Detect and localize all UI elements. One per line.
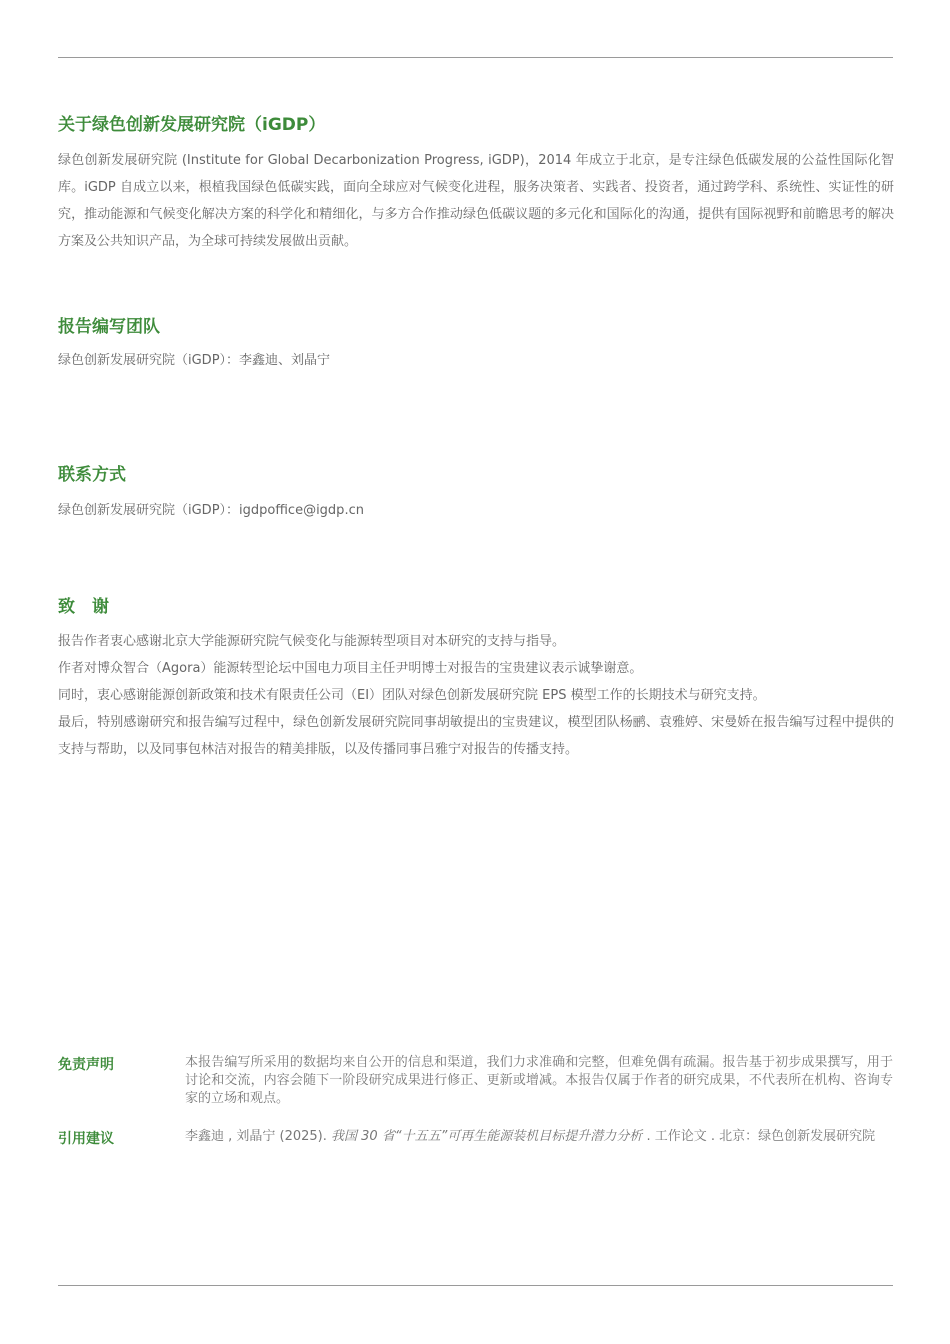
citation-authors: 李鑫迪 , 刘晶宁 (2025). bbox=[185, 1129, 332, 1144]
thanks-heading: 致 谢 bbox=[58, 597, 109, 617]
about-paragraph bbox=[58, 147, 894, 255]
about-body: 绿色创新发展研究院 (Institute for Global Decarbonization Progress, iGDP)，2014 年成立于北京，是专注绿色低碳发展的公益性国际化智库。iGDP 自成立以来，根植我国绿色低碳实践，面向全球应对气候变化进程，服务决策者、实践者、投资者，通过跨学科、系统性、实证性的研究，推动能源和气候变化解决方案的科学化和精细化，与多方合作推动绿色低碳议题的多元化和国际化的沟通，提供有国际视野和前瞻思考的解决方案及公共知识产品，为全球可持续发展做出贡献。 bbox=[58, 153, 894, 249]
disclaimer-label: 免责声明 bbox=[58, 1057, 114, 1073]
about-heading: 关于绿色创新发展研究院（iGDP） bbox=[58, 115, 326, 135]
contact-heading: 联系方式 bbox=[58, 465, 126, 485]
thanks-paragraph bbox=[58, 628, 894, 763]
thanks-line: 同时，衷心感谢能源创新政策和技术有限责任公司（EI）团队对绿色创新发展研究院 EPS 模型工作的长期技术与研究支持。 bbox=[58, 688, 766, 703]
thanks-line: 作者对博众智合（Agora）能源转型论坛中国电力项目主任尹明博士对报告的宝贵建议表示诚挚谢意。 bbox=[58, 661, 643, 676]
citation-label: 引用建议 bbox=[58, 1131, 114, 1147]
team-body: 绿色创新发展研究院（iGDP）：李鑫迪、刘晶宁 bbox=[58, 353, 331, 368]
top-divider bbox=[58, 57, 893, 58]
citation-body bbox=[185, 1128, 893, 1146]
contact-body: 绿色创新发展研究院（iGDP）：igdpoffice@igdp.cn bbox=[58, 503, 364, 518]
citation-rest: . 工作论文 . 北京：绿色创新发展研究院 bbox=[642, 1129, 876, 1144]
thanks-line: 报告作者衷心感谢北京大学能源研究院气候变化与能源转型项目对本研究的支持与指导。 bbox=[58, 634, 566, 649]
citation-title: 我国 30 省“十五五”可再生能源装机目标提升潜力分析 bbox=[331, 1129, 643, 1144]
team-heading: 报告编写团队 bbox=[58, 317, 160, 337]
disclaimer-body: 本报告编写所采用的数据均来自公开的信息和渠道，我们力求准确和完整，但难免偶有疏漏。报告基于初步成果撰写，用于讨论和交流，内容会随下一阶段研究成果进行修正、更新或增减。本报告仅属于作者的研究成果，不代表所在机构、咨询专家的立场和观点。 bbox=[185, 1055, 893, 1106]
bottom-divider bbox=[58, 1285, 893, 1286]
thanks-line: 最后，特别感谢研究和报告编写过程中，绿色创新发展研究院同事胡敏提出的宝贵建议，模型团队杨鹂、袁雅婷、宋曼娇在报告编写过程中提供的支持与帮助，以及同事包林洁对报告的精美排版，以及传播同事吕雅宁对报告的传播支持。 bbox=[58, 715, 894, 757]
